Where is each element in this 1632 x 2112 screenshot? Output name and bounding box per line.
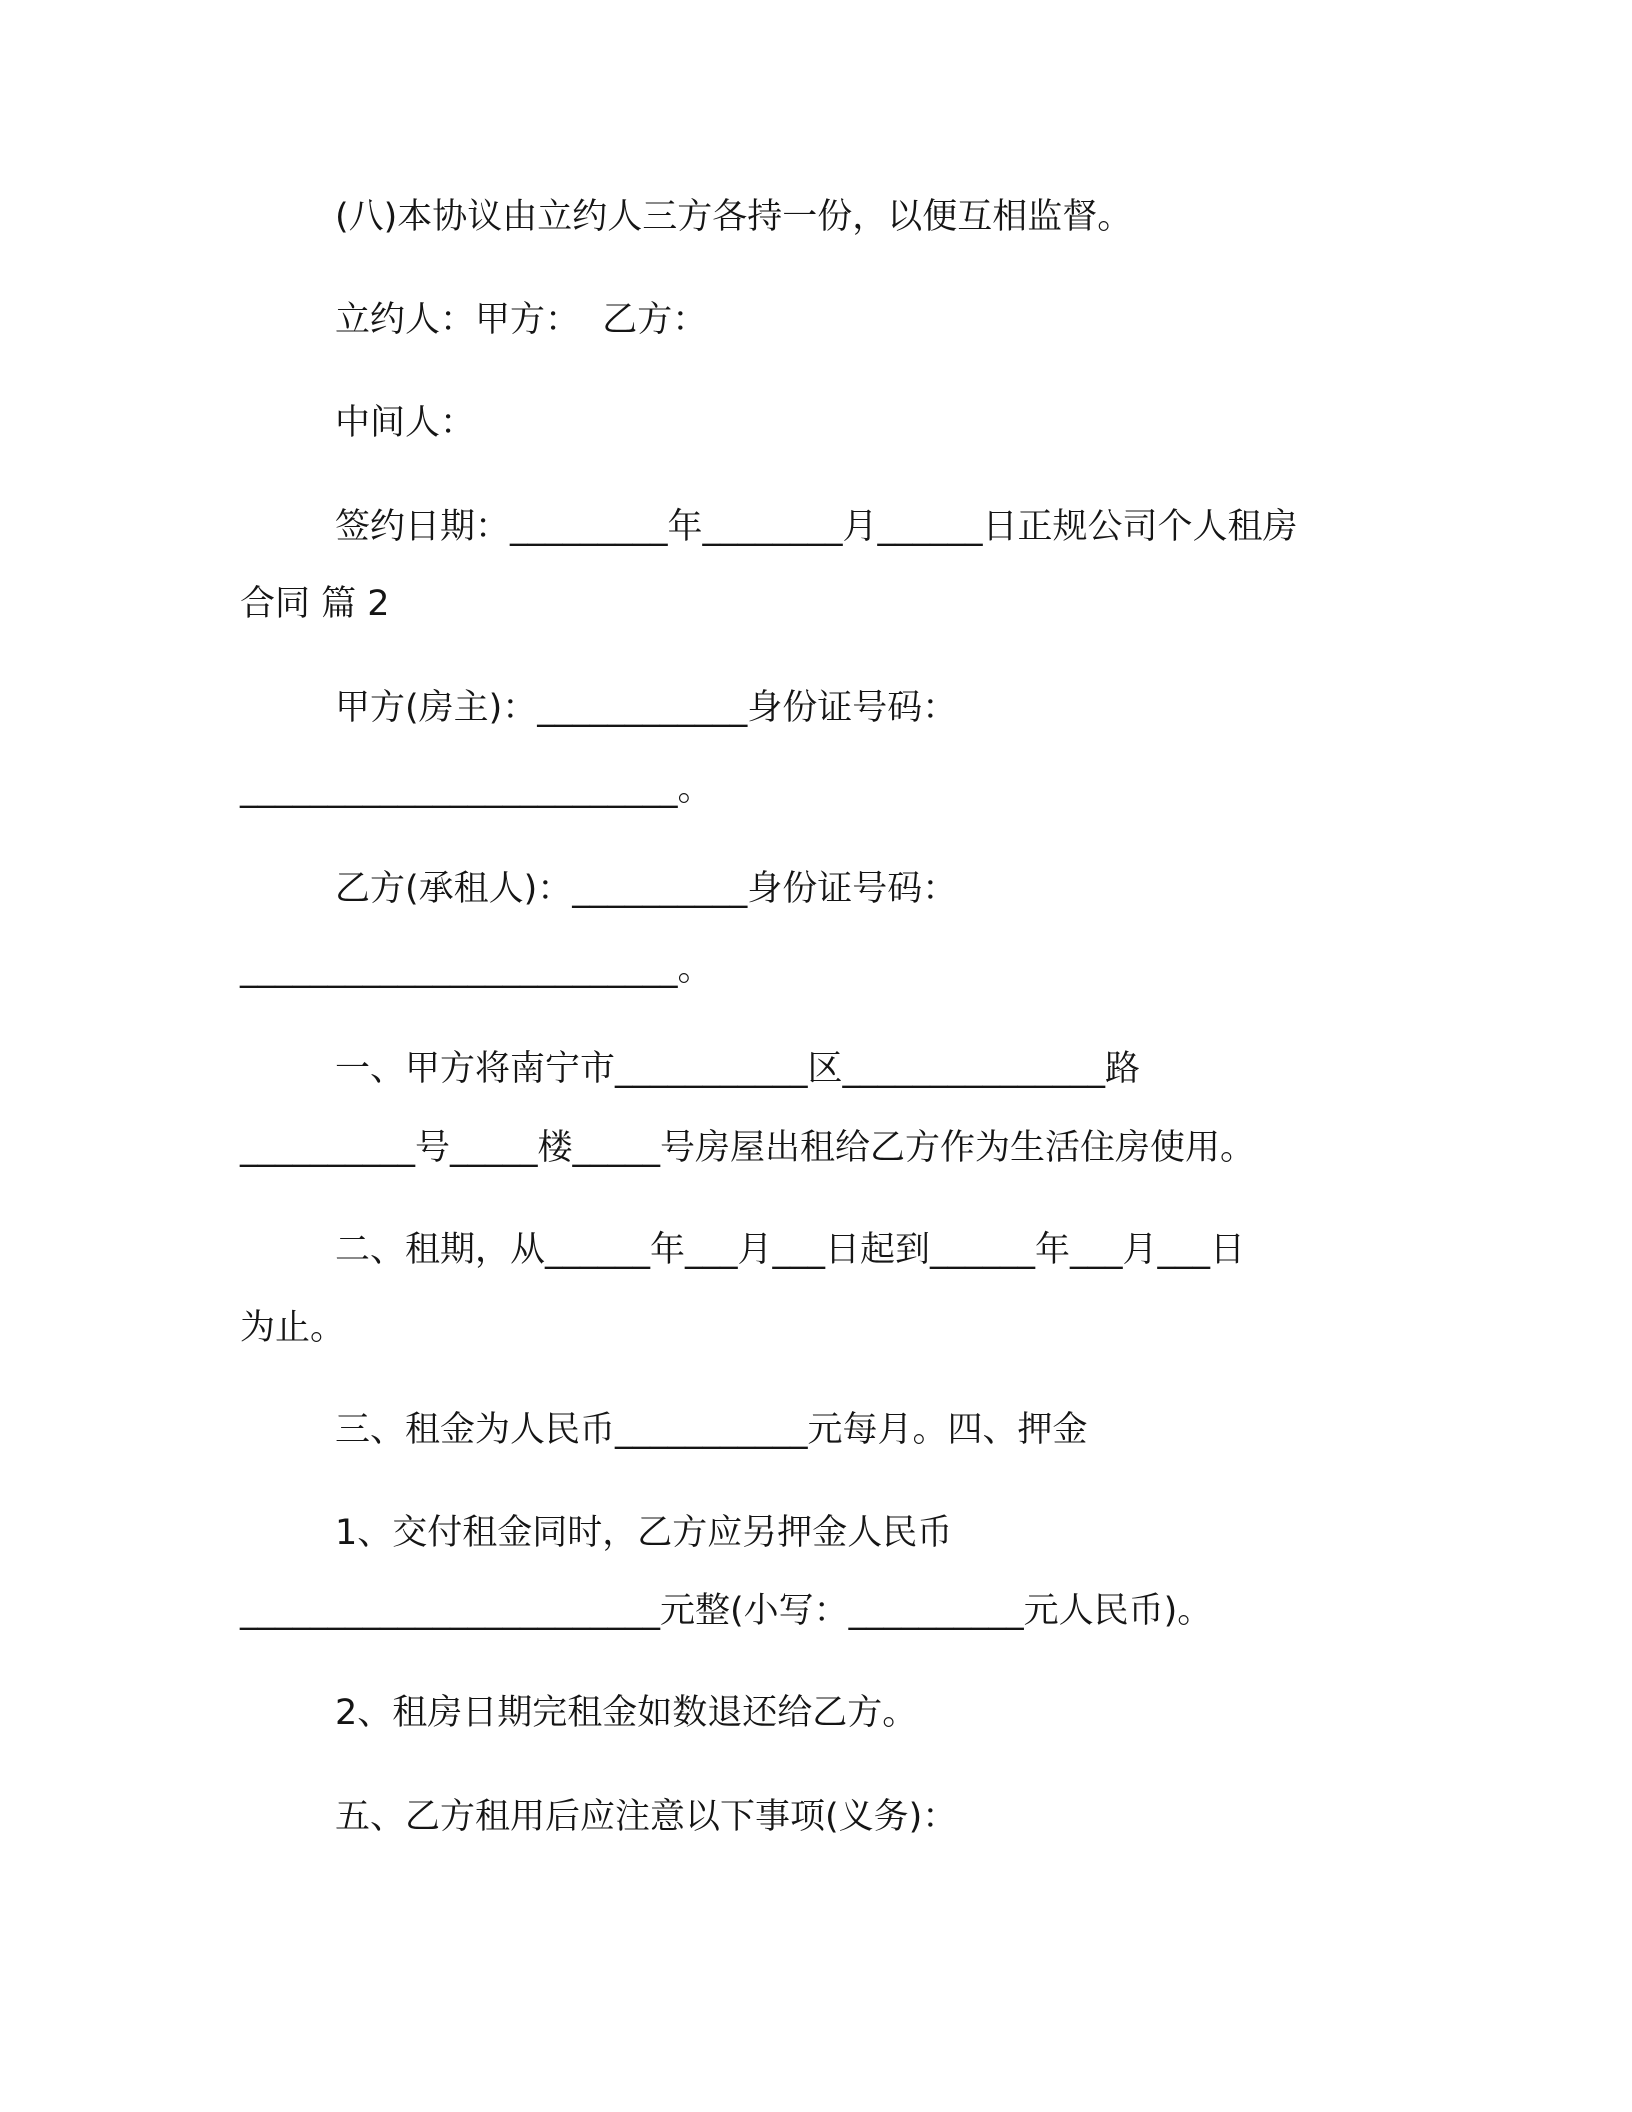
signing-date-line: 签约日期：_________年________月______日正规公司个人租房	[335, 507, 1298, 547]
clause-one-line-1: 一、甲方将南宁市___________区_______________路	[335, 1049, 1141, 1089]
clause-three-line: 三、租金为人民币___________元每月。四、押金	[335, 1410, 1088, 1450]
contract-title-continuation: 合同 篇 2	[240, 584, 390, 624]
deposit-item-two-line: 2、租房日期完租金如数退还给乙方。	[335, 1693, 918, 1733]
deposit-item-one-line-2: ________________________元整(小写：__________元人民币)。	[240, 1591, 1213, 1631]
clause-one-line-2: __________号_____楼_____号房屋出租给乙方作为生活住房使用。	[240, 1128, 1256, 1168]
agreement-copy-clause: (八)本协议由立约人三方各持一份，以便互相监督。	[335, 197, 1133, 237]
intermediary-line: 中间人：	[335, 403, 476, 443]
tenant-line: 乙方(承租人)：__________身份证号码：	[335, 869, 958, 909]
tenant-id-line: _________________________。	[240, 949, 713, 989]
landlord-line: 甲方(房主)：____________身份证号码：	[335, 688, 958, 728]
clause-five-line: 五、乙方租用后应注意以下事项(义务)：	[335, 1797, 958, 1837]
signatories-line: 立约人：甲方： 乙方：	[335, 300, 708, 340]
clause-two-line-1: 二、租期，从______年___月___日起到______年___月___日	[335, 1230, 1246, 1270]
clause-two-line-2: 为止。	[240, 1308, 346, 1348]
deposit-item-one-line-1: 1、交付租金同时，乙方应另押金人民币	[335, 1513, 953, 1553]
landlord-id-line: _________________________。	[240, 769, 713, 809]
